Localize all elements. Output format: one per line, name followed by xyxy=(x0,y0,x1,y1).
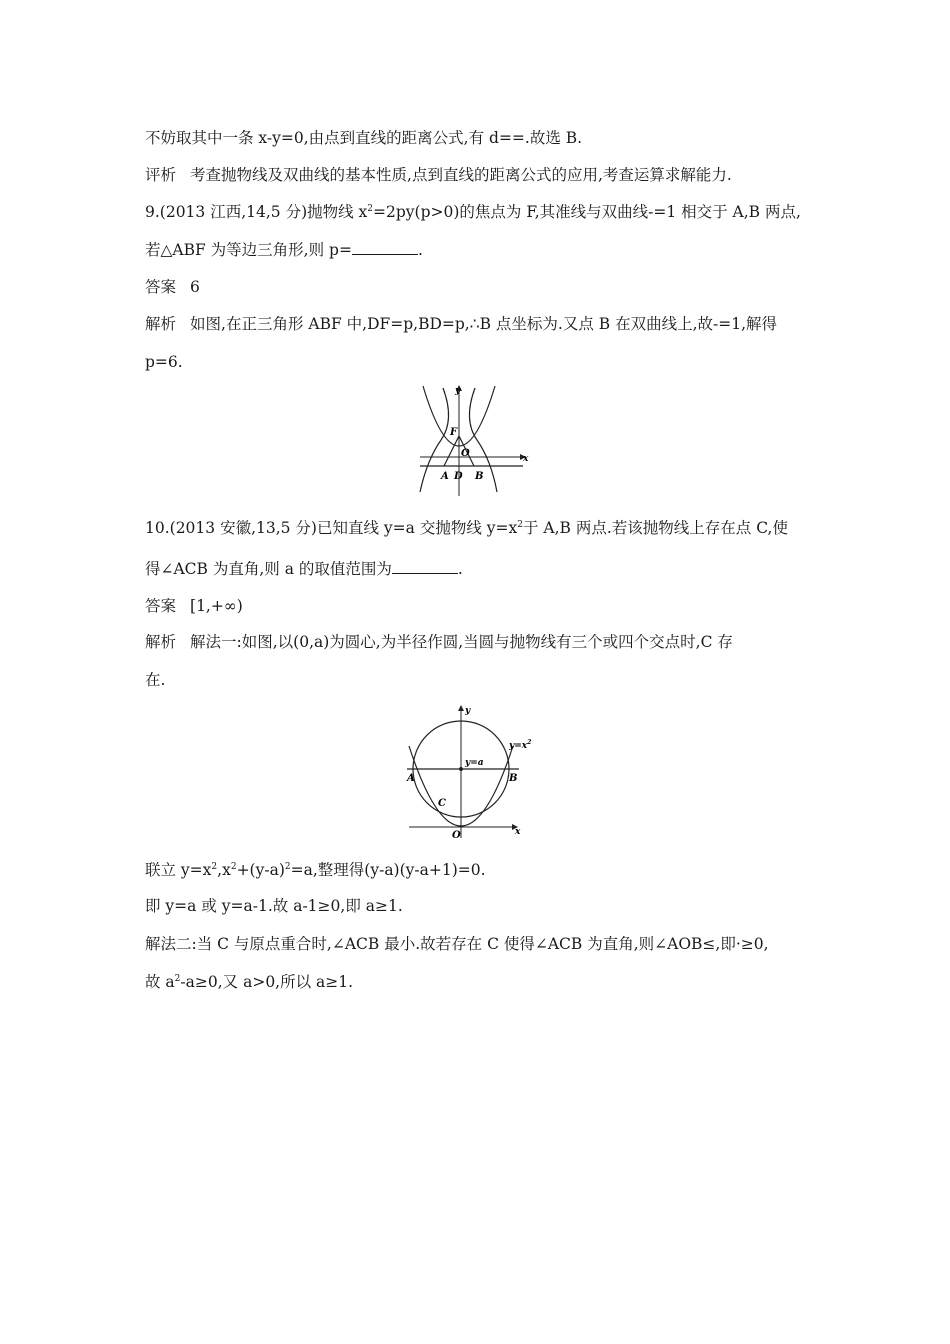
solution-line-1: 联立 $y=x^2,x^2+(y-a)^2=a$,整理得(y-a)(y-a+1)=0. xyxy=(145,861,486,879)
line-equation-label: y=a xyxy=(465,758,484,768)
answer-blank xyxy=(392,559,458,574)
explanation-10-line-2: 在. xyxy=(145,671,166,689)
explanation-label: 解析 xyxy=(145,633,177,651)
point-a-label: A xyxy=(441,471,449,482)
answer-blank xyxy=(352,240,418,255)
x-axis-label: x xyxy=(515,827,521,837)
point-d-label: D xyxy=(454,471,463,482)
text-line-1: 不妨取其中一条 x-y=0,由点到直线的距离公式,有 d==.故选 B. xyxy=(145,129,583,147)
point-a-label: A xyxy=(407,773,415,784)
circle-center-dot xyxy=(459,767,463,771)
solution-line-4: 故 $a^2-a\ge 0$,又 a>0,所以 a≥1. xyxy=(145,973,354,991)
answer-value: [1,+∞) xyxy=(190,597,243,615)
explanation-label: 解析 xyxy=(145,315,177,333)
comment-text: 考查抛物线及双曲线的基本性质,点到直线的距离公式的应用,考查运算求解能力. xyxy=(190,166,732,184)
analysis-comment-line xyxy=(145,165,732,185)
question-9-line-1: 9.(2013 江西,14,5 分)抛物线 $x^2=2py(p>0)$的焦点为 F,其准线与双曲线-=1 相交于 A,B 两点, xyxy=(145,203,801,221)
point-b-label: B xyxy=(475,471,484,482)
point-b-label: B xyxy=(509,773,518,784)
origin-label: O xyxy=(461,448,470,459)
explanation-9-line-2: p=6. xyxy=(145,353,183,371)
solution-line-2: 即 y=a 或 y=a-1.故 a-1≥0,即 a≥1. xyxy=(145,897,403,915)
y-axis-label: y xyxy=(455,386,461,396)
comment-label: 评析 xyxy=(145,166,177,184)
point-c-label: C xyxy=(438,798,446,809)
answer-value: 6 xyxy=(190,278,200,296)
x-axis-label: x xyxy=(523,454,529,464)
circle-parabola-figure xyxy=(403,702,535,842)
question-9-line-2: 若△ABF 为等边三角形,则 p= . xyxy=(145,241,423,259)
explanation-9-line-1: 解析 如图,在正三角形 ABF 中,DF=p,BD=p,∴B 点坐标为.又点 B 在双曲线上,故-=1,解得 xyxy=(145,315,778,333)
origin-label: O xyxy=(452,830,461,841)
answer-10-line xyxy=(145,596,243,616)
answer-label: 答案 xyxy=(145,597,177,615)
question-10-line-2: 得∠ACB 为直角,则 a 的取值范围为 . xyxy=(145,560,463,578)
answer-9-line xyxy=(145,277,200,297)
point-f-label: F xyxy=(450,427,458,438)
question-10-line-1: 10.(2013 安徽,13,5 分)已知直线 y=a 交抛物线 $y=x^2$于 A,B 两点.若该抛物线上存在点 C,使 xyxy=(145,519,788,537)
answer-label: 答案 xyxy=(145,278,177,296)
parabola-equation-label: $y=x^2$ xyxy=(509,739,532,751)
solution-line-3: 解法二:当 C 与原点重合时,∠ACB 最小.故若存在 C 使得∠ACB 为直角,则∠AOB≤,即·≥0, xyxy=(145,935,769,953)
y-axis-label: y xyxy=(465,706,471,716)
explanation-10-line-1: 解析 解法一:如图,以(0,a)为圆心,为半径作圆,当圆与抛物线有三个或四个交点时,C 存 xyxy=(145,633,733,651)
hyperbola-parabola-figure xyxy=(415,380,535,498)
